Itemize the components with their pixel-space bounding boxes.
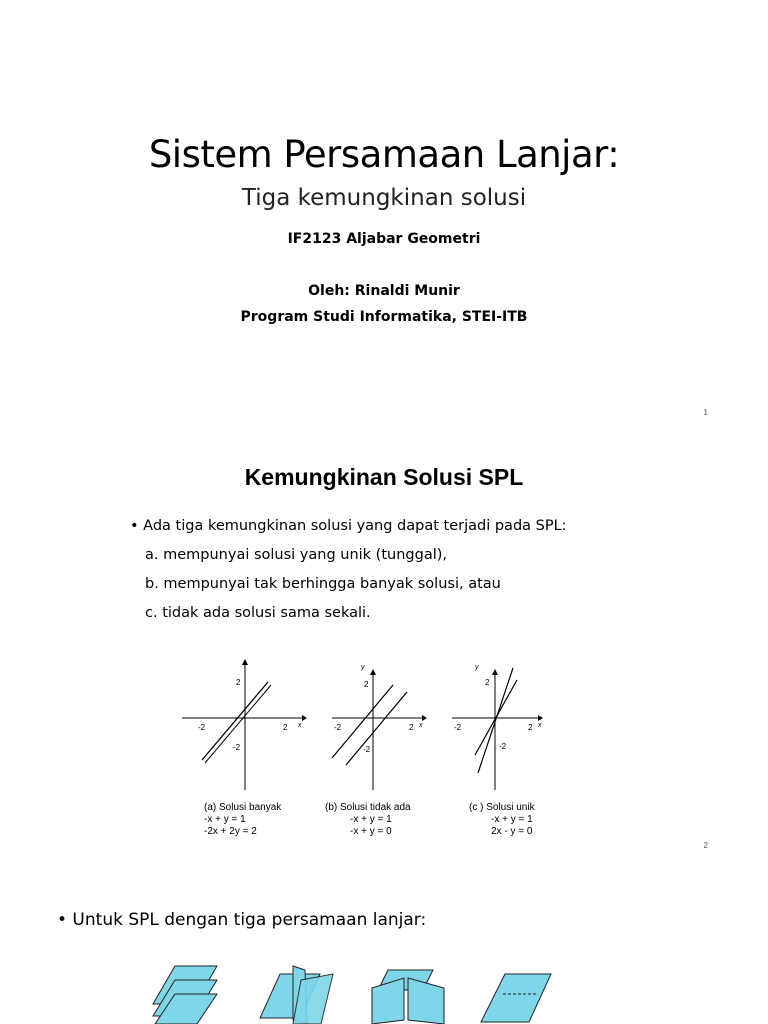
caption-eq1: -x + y = 1 — [350, 814, 392, 825]
y-arrow — [370, 669, 376, 675]
caption-c — [469, 802, 535, 838]
caption-title: (a) Solusi banyak — [204, 802, 282, 813]
caption-eq2: -2x + 2y = 2 — [204, 826, 257, 837]
y-label: y — [475, 664, 479, 671]
caption-eq2: 2x - y = 0 — [491, 826, 533, 837]
page-number-1: 1 — [703, 408, 708, 417]
tick-neg-y: -2 — [363, 745, 371, 754]
y-arrow — [492, 669, 498, 675]
tick-pos-x: 2 — [528, 723, 533, 732]
caption-b — [325, 802, 411, 838]
graph-c — [450, 655, 550, 795]
line-2 — [346, 692, 407, 765]
course-name: IF2123 Aljabar Geometri — [287, 231, 481, 247]
tick-pos-y: 2 — [364, 680, 369, 689]
page-number-2: 2 — [703, 841, 708, 850]
planes-illustration-3 — [368, 960, 448, 1024]
planes-illustration-4 — [475, 960, 555, 1024]
list-item-c: c. tidak ada solusi sama sekali. — [145, 605, 371, 621]
planes-illustration-1 — [145, 960, 225, 1024]
list-item-a: a. mempunyai solusi yang unik (tunggal), — [145, 547, 447, 563]
caption-eq2: -x + y = 0 — [350, 826, 392, 837]
slide-subtitle: Tiga kemungkinan solusi — [241, 185, 527, 211]
y-label: y — [361, 664, 365, 671]
caption-eq1: -x + y = 1 — [491, 814, 533, 825]
affiliation: Program Studi Informatika, STEI-ITB — [240, 309, 528, 325]
x-arrow — [302, 715, 307, 721]
tick-neg-y: -2 — [499, 742, 507, 751]
tick-neg-x: -2 — [198, 723, 206, 732]
tick-neg-x: -2 — [334, 723, 342, 732]
slide-heading: Kemungkinan Solusi SPL — [244, 464, 524, 490]
caption-title: (b) Solusi tidak ada — [325, 802, 411, 813]
tick-pos-y: 2 — [485, 678, 490, 687]
list-item-b: b. mempunyai tak berhingga banyak solusi, atau — [145, 576, 501, 592]
bullet-three-equations: • Untuk SPL dengan tiga persamaan lanjar: — [57, 910, 427, 930]
x-label: x — [419, 722, 423, 729]
author: Oleh: Rinaldi Munir — [308, 283, 460, 299]
slide-title: Sistem Persamaan Lanjar: — [148, 133, 620, 176]
tick-pos-y: 2 — [236, 678, 241, 687]
tick-neg-y: -2 — [233, 743, 241, 752]
graph-a — [180, 655, 310, 795]
x-label: x — [298, 722, 302, 729]
x-label: x — [538, 722, 542, 729]
caption-a — [204, 802, 281, 838]
x-arrow — [422, 715, 427, 721]
tick-pos-x: 2 — [409, 723, 414, 732]
tick-pos-x: 2 — [283, 723, 288, 732]
planes-illustration-2 — [255, 960, 335, 1024]
graph-b — [330, 655, 460, 795]
y-arrow — [242, 659, 248, 665]
bullet-intro: • Ada tiga kemungkinan solusi yang dapat terjadi pada SPL: — [130, 518, 567, 534]
tick-neg-x: -2 — [454, 723, 462, 732]
caption-eq1: -x + y = 1 — [204, 814, 246, 825]
caption-title: (c ) Solusi unik — [469, 802, 535, 813]
x-arrow — [538, 715, 543, 721]
